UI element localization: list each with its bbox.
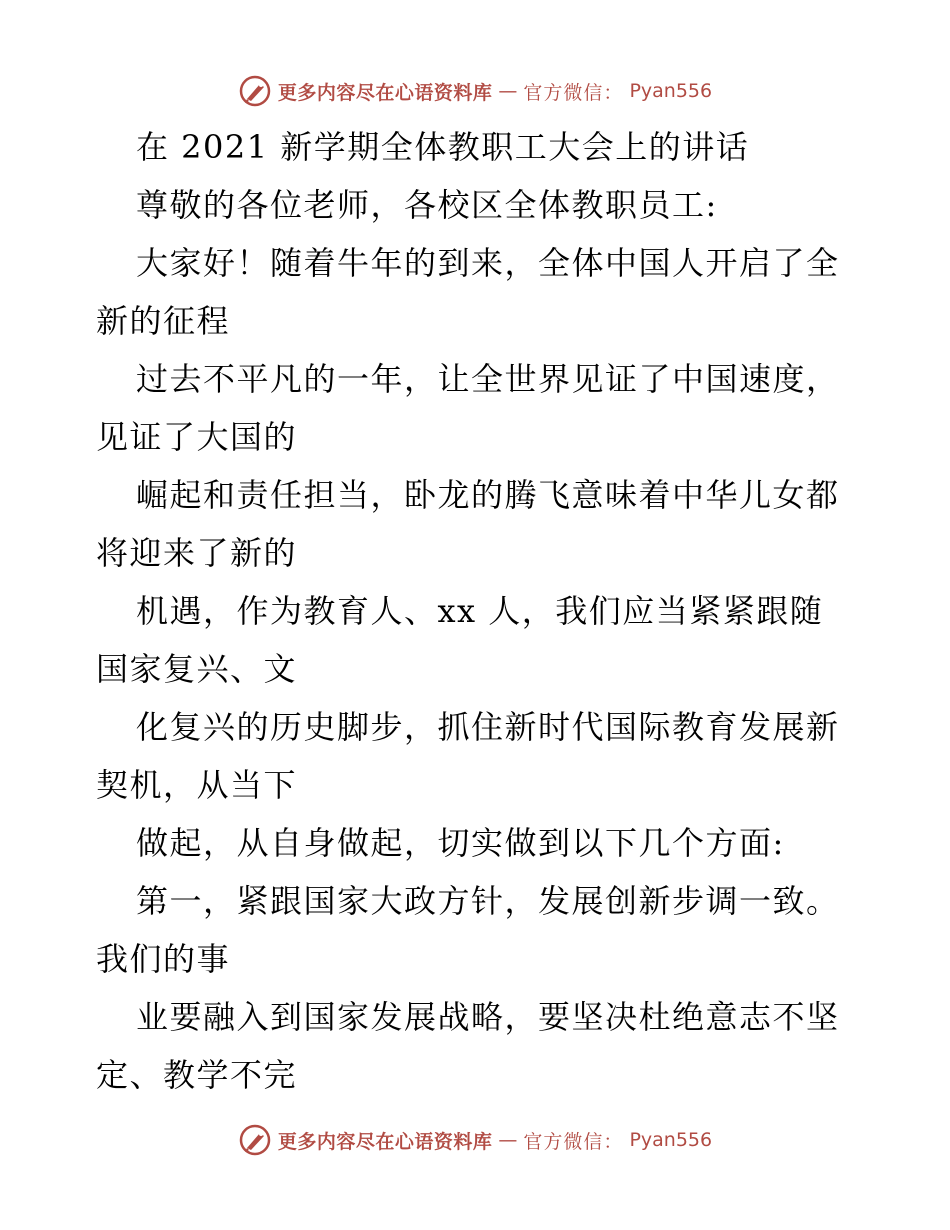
watermark-dash: — xyxy=(498,1129,518,1151)
paragraph-line: 业要融入到国家发展战略，要坚决杜绝意志不坚 xyxy=(136,998,840,1036)
watermark-wechat-id: Pyan556 xyxy=(629,80,713,102)
paragraph-line: 在 2021 新学期全体教职工大会上的讲话 xyxy=(136,128,750,166)
paragraph-line: 契机，从当下 xyxy=(96,766,298,804)
document-body xyxy=(96,118,856,1104)
paragraph-line: 大家好！随着牛年的到来，全体中国人开启了全 xyxy=(136,244,840,282)
paragraph-line: 国家复兴、文 xyxy=(96,650,298,688)
paragraph-line: 定、教学不完 xyxy=(96,1056,298,1094)
watermark-wechat-label: 官方微信： xyxy=(523,1130,624,1153)
paragraph-line: 尊敬的各位老师，各校区全体教职员工: xyxy=(136,186,718,224)
watermark-wechat-label: 官方微信： xyxy=(523,81,624,104)
paragraph-line: 机遇，作为教育人、xx 人，我们应当紧紧跟随 xyxy=(136,592,824,630)
paragraph-line: 将迎来了新的 xyxy=(96,534,298,572)
paragraph-line: 见证了大国的 xyxy=(96,418,298,456)
watermark-main-text: 更多内容尽在心语资料库 xyxy=(277,81,493,104)
footer-watermark xyxy=(0,1120,950,1160)
paragraph-line: 化复兴的历史脚步，抓住新时代国际教育发展新 xyxy=(136,708,840,746)
paragraph-line: 第一，紧跟国家大政方针，发展创新步调一致。 xyxy=(136,882,840,920)
paragraph-line: 我们的事 xyxy=(96,940,231,978)
watermark-wechat-id: Pyan556 xyxy=(629,1129,713,1151)
header-watermark xyxy=(0,71,950,111)
paragraph-line: 做起，从自身做起，切实做到以下几个方面: xyxy=(136,824,785,862)
paragraph-line: 崛起和责任担当，卧龙的腾飞意味着中华儿女都 xyxy=(136,476,840,514)
paragraph-line: 新的征程 xyxy=(96,302,231,340)
watermark-dash: — xyxy=(498,80,518,102)
pen-logo-icon xyxy=(238,1123,272,1157)
watermark-main-text: 更多内容尽在心语资料库 xyxy=(277,1130,493,1153)
paragraph-line: 过去不平凡的一年，让全世界见证了中国速度， xyxy=(136,360,840,398)
pen-logo-icon xyxy=(238,74,272,108)
